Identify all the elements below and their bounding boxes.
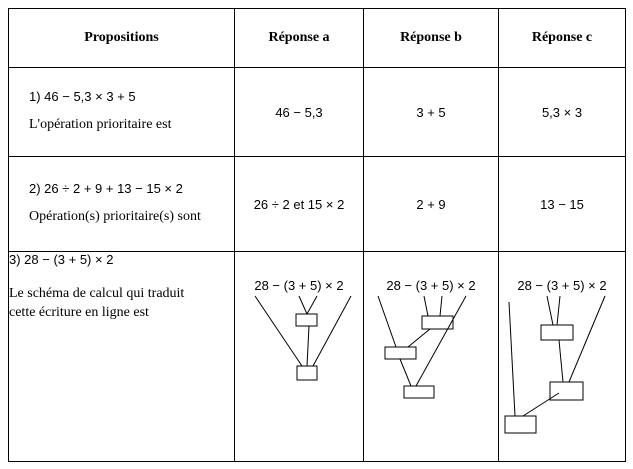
header-answer-a: Réponse a <box>235 9 364 68</box>
answer-a-cell <box>235 252 364 462</box>
proposition-cell <box>9 252 235 462</box>
table-row <box>9 252 626 462</box>
answer-a-cell: 46 − 5,3 <box>235 68 364 157</box>
proposition-cell <box>9 68 235 157</box>
proposition-statement <box>9 285 234 323</box>
statement-line-2: cette écriture en ligne est <box>9 304 149 320</box>
header-answer-c: Réponse c <box>499 9 626 68</box>
answer-a-cell: 26 ÷ 2 et 15 × 2 <box>235 157 364 252</box>
answer-c-cell: 5,3 × 3 <box>499 68 626 157</box>
proposition-cell <box>9 157 235 252</box>
header-row <box>9 9 626 68</box>
answer-b-cell: 2 + 9 <box>364 157 499 252</box>
proposition-statement: L'opération prioritaire est <box>29 117 172 133</box>
table-row <box>9 68 626 157</box>
answer-b-cell: 3 + 5 <box>364 68 499 157</box>
qcm-table <box>8 8 626 462</box>
statement-line-1: Le schéma de calcul qui traduit <box>9 286 185 301</box>
proposition-expression: 2) 26 ÷ 2 + 9 + 13 − 15 × 2 <box>29 181 183 197</box>
answer-c-cell <box>499 252 626 462</box>
calculation-diagram-c <box>499 252 626 461</box>
table-row <box>9 157 626 252</box>
calculation-diagram-a <box>235 252 364 461</box>
header-answer-b: Réponse b <box>364 9 499 68</box>
calculation-diagram-b <box>364 252 499 461</box>
answer-b-cell <box>364 252 499 462</box>
diagram-b-expression: 28 − (3 + 5) × 2 <box>386 278 476 293</box>
diagram-c-expression: 28 − (3 + 5) × 2 <box>517 278 607 293</box>
answer-c-cell: 13 − 15 <box>499 157 626 252</box>
proposition-statement: Opération(s) prioritaire(s) sont <box>29 209 201 225</box>
proposition-expression: 3) 28 − (3 + 5) × 2 <box>9 252 114 267</box>
proposition-expression: 1) 46 − 5,3 × 3 + 5 <box>29 89 136 105</box>
header-propositions: Propositions <box>9 9 235 68</box>
diagram-a-expression: 28 − (3 + 5) × 2 <box>254 278 344 293</box>
